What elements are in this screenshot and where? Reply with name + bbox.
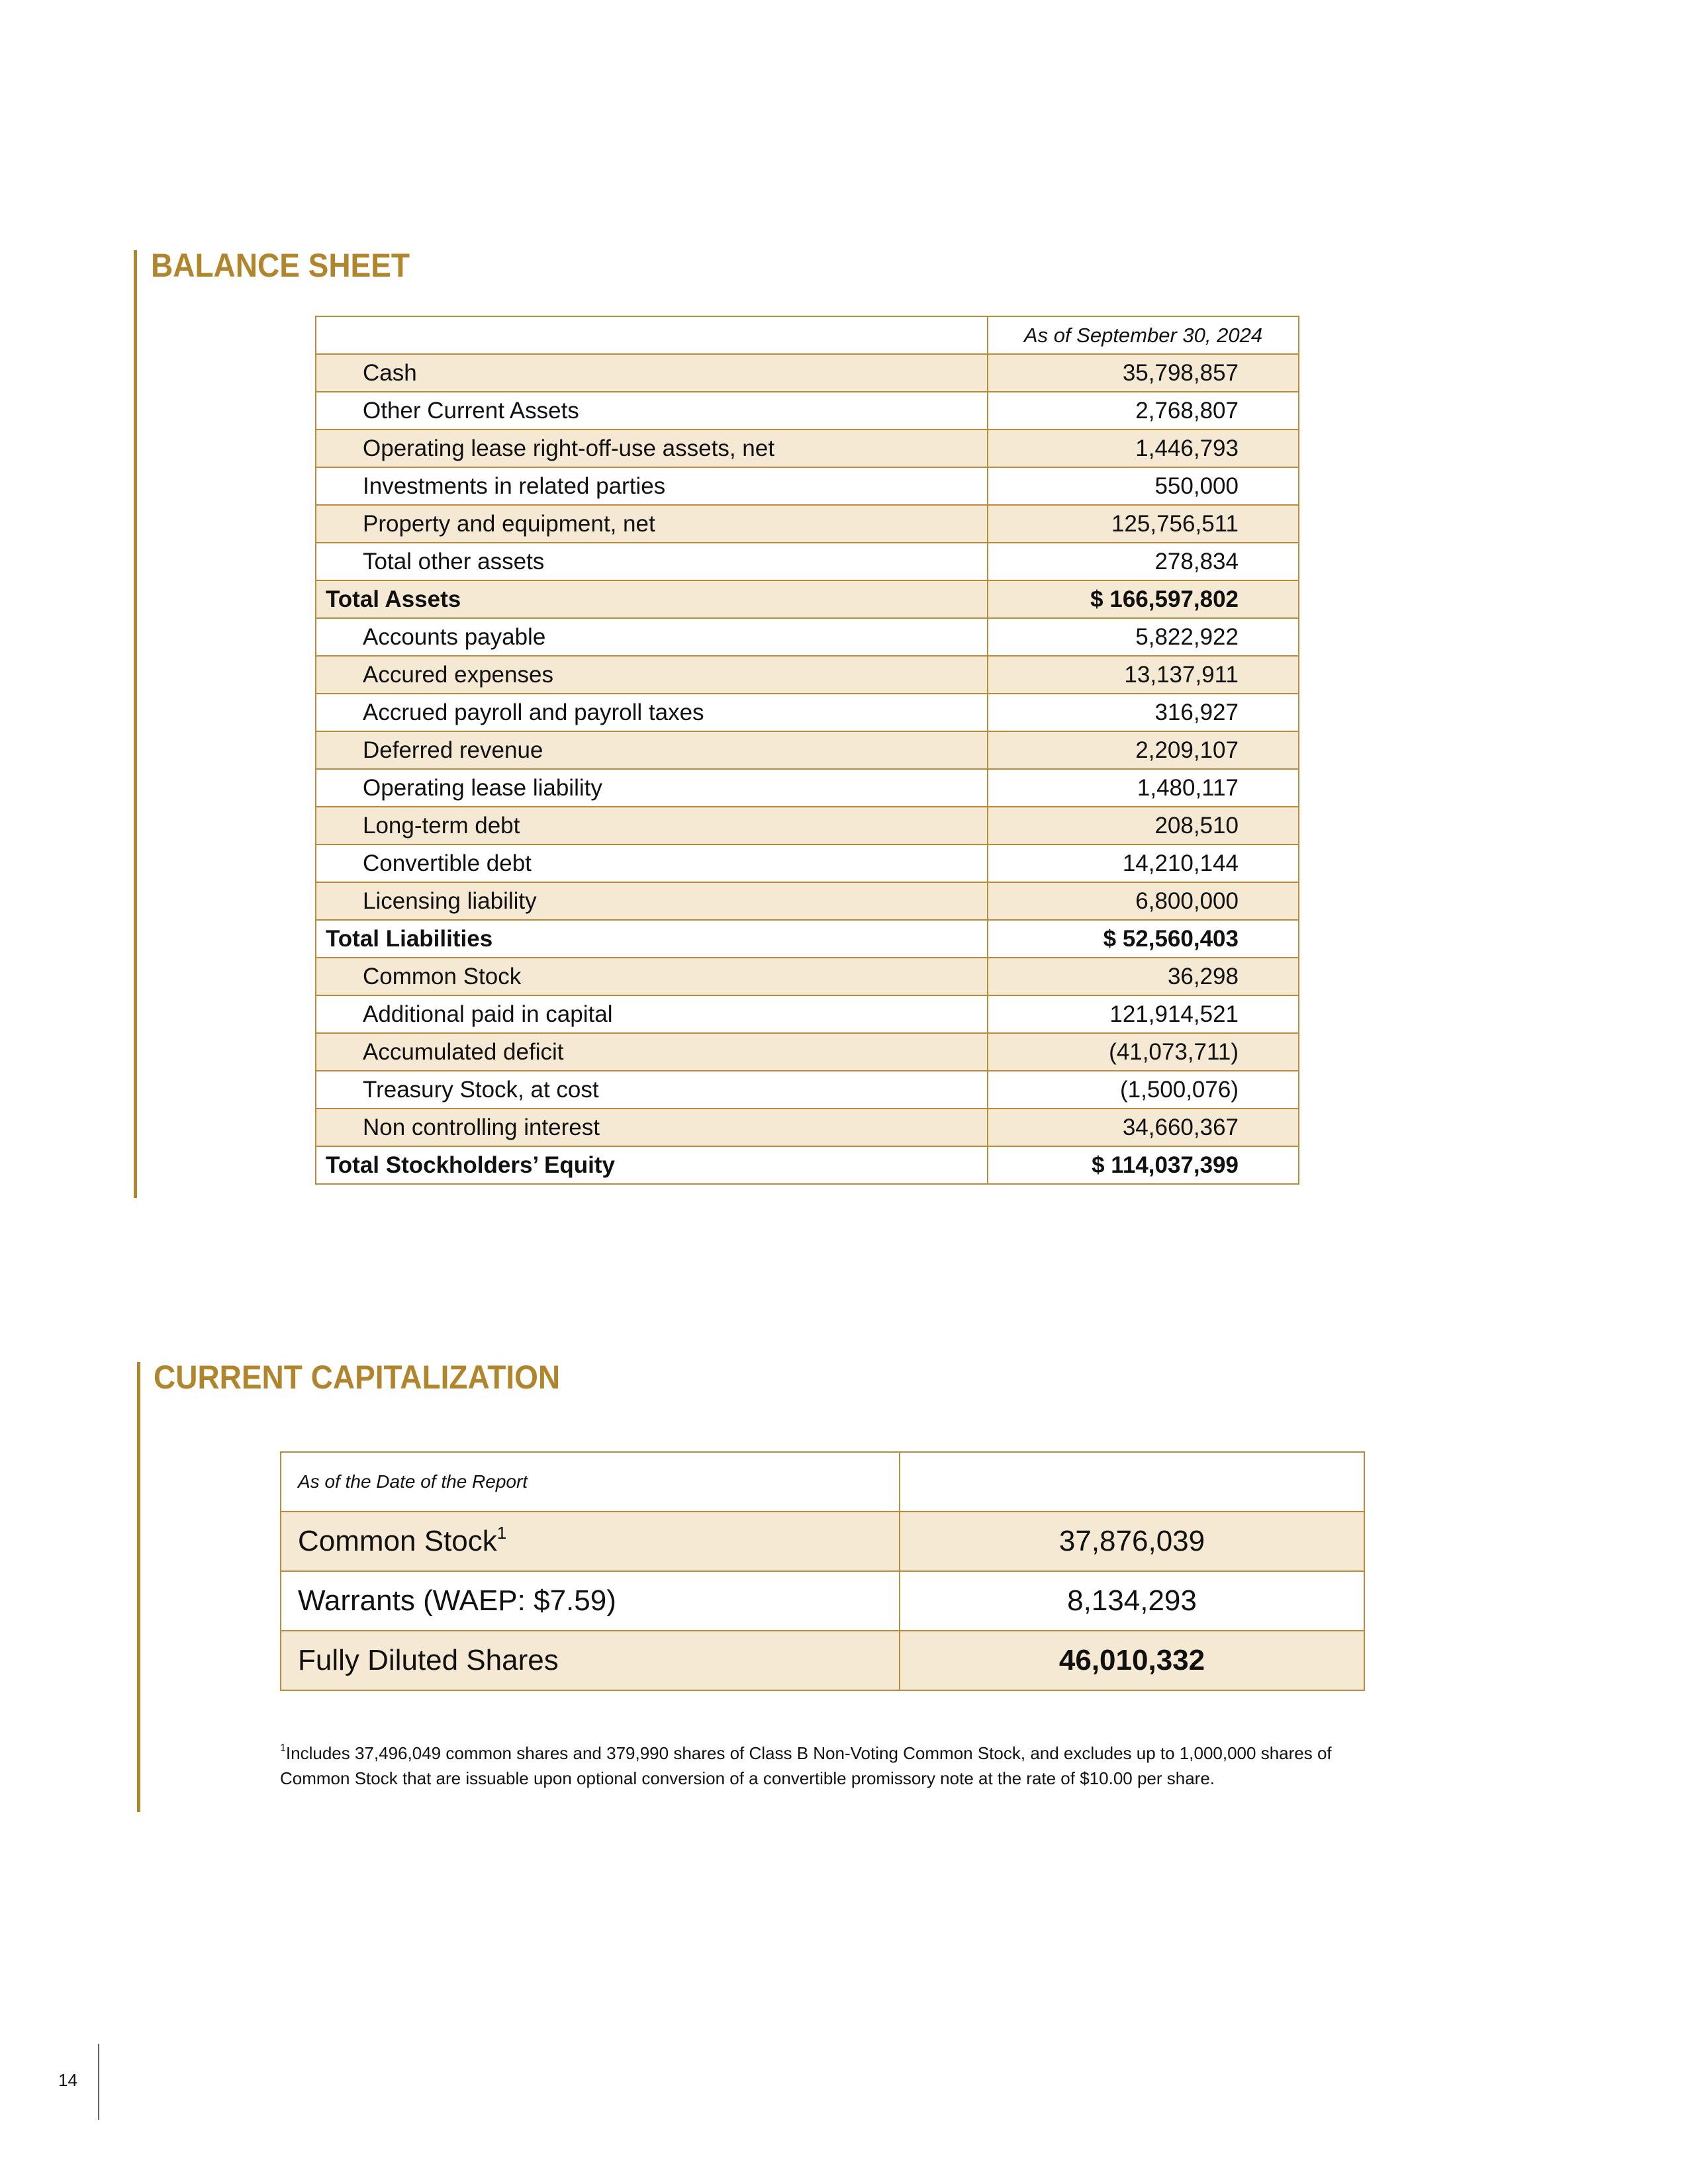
table-row [281, 1571, 1364, 1631]
balance-sheet-table [315, 316, 1299, 1185]
row-value: 35,798,857 [988, 354, 1299, 392]
row-value: 208,510 [988, 807, 1299, 844]
common-stock-label: Common Stock [298, 1525, 497, 1557]
balance-sheet-title: BALANCE SHEET [151, 247, 410, 284]
table-header-row [281, 1452, 1364, 1512]
table-row [316, 392, 1299, 430]
row-label: Deferred revenue [316, 731, 988, 769]
table-row [316, 807, 1299, 844]
header-blank-cell [900, 1452, 1364, 1512]
row-label: Operating lease liability [316, 769, 988, 807]
row-value: 37,876,039 [900, 1512, 1364, 1571]
fully-diluted-value: 46,010,332 [900, 1631, 1364, 1690]
capitalization-footnote [280, 1741, 1372, 1791]
row-value: 2,768,807 [988, 392, 1299, 430]
row-value: 6,800,000 [988, 882, 1299, 920]
row-value: 13,137,911 [988, 656, 1299, 694]
row-value: 278,834 [988, 543, 1299, 580]
row-label: Investments in related parties [316, 467, 988, 505]
table-row [316, 1109, 1299, 1146]
total-equity-value: $ 114,037,399 [988, 1146, 1299, 1184]
total-assets-row [316, 580, 1299, 618]
row-value: 316,927 [988, 694, 1299, 731]
row-value: (41,073,711) [988, 1033, 1299, 1071]
row-value: 121,914,521 [988, 995, 1299, 1033]
balance-sheet-accent-bar [134, 250, 137, 1198]
table-row [316, 882, 1299, 920]
row-value: 14,210,144 [988, 844, 1299, 882]
total-liabilities-row [316, 920, 1299, 958]
row-label: Accured expenses [316, 656, 988, 694]
row-label: Other Current Assets [316, 392, 988, 430]
table-header-row [316, 316, 1299, 354]
header-blank-cell [316, 316, 988, 354]
footnote-marker: 1 [496, 1523, 507, 1543]
capitalization-column-header: As of the Date of the Report [281, 1452, 900, 1512]
row-label: Licensing liability [316, 882, 988, 920]
capitalization-title: CURRENT CAPITALIZATION [154, 1359, 561, 1396]
row-label: Long-term debt [316, 807, 988, 844]
total-assets-label: Total Assets [316, 580, 988, 618]
row-value: 8,134,293 [900, 1571, 1364, 1631]
table-row [316, 1071, 1299, 1109]
table-row [316, 958, 1299, 995]
total-liabilities-label: Total Liabilities [316, 920, 988, 958]
balance-sheet-column-header: As of September 30, 2024 [988, 316, 1299, 354]
row-label: Accounts payable [316, 618, 988, 656]
row-value: 2,209,107 [988, 731, 1299, 769]
row-label: Accrued payroll and payroll taxes [316, 694, 988, 731]
row-label: Additional paid in capital [316, 995, 988, 1033]
row-label: Property and equipment, net [316, 505, 988, 543]
page-number-divider [98, 2044, 99, 2120]
row-label: Fully Diluted Shares [281, 1631, 900, 1690]
row-label: Total other assets [316, 543, 988, 580]
row-value: 34,660,367 [988, 1109, 1299, 1146]
row-value: 1,446,793 [988, 430, 1299, 467]
footnote-marker: 1 [280, 1743, 286, 1754]
row-label: Convertible debt [316, 844, 988, 882]
fully-diluted-row [281, 1631, 1364, 1690]
row-label: Non controlling interest [316, 1109, 988, 1146]
table-row [316, 1033, 1299, 1071]
total-equity-row [316, 1146, 1299, 1184]
total-liabilities-value: $ 52,560,403 [988, 920, 1299, 958]
table-row [316, 769, 1299, 807]
table-row [316, 844, 1299, 882]
table-row [316, 731, 1299, 769]
table-row [316, 694, 1299, 731]
row-label: Common Stock [316, 958, 988, 995]
row-value: (1,500,076) [988, 1071, 1299, 1109]
row-label: Treasury Stock, at cost [316, 1071, 988, 1109]
table-row [316, 505, 1299, 543]
total-equity-label: Total Stockholders’ Equity [316, 1146, 988, 1184]
row-label: Operating lease right-off-use assets, net [316, 430, 988, 467]
table-row [316, 656, 1299, 694]
page-number: 14 [58, 2070, 77, 2090]
row-label: Accumulated deficit [316, 1033, 988, 1071]
row-value: 36,298 [988, 958, 1299, 995]
total-assets-value: $ 166,597,802 [988, 580, 1299, 618]
table-row [316, 467, 1299, 505]
table-row [281, 1512, 1364, 1571]
row-value: 1,480,117 [988, 769, 1299, 807]
row-value: 5,822,922 [988, 618, 1299, 656]
footnote-text: Includes 37,496,049 common shares and 379,990 shares of Class B Non-Voting Common Stock, and excludes up to 1,000,000 shares of Common Stock that are issuable upon optional conversion of a convertible promissory note at the rate of $10.00 per share. [280, 1743, 1332, 1788]
table-row [316, 618, 1299, 656]
table-row [316, 995, 1299, 1033]
row-label: Cash [316, 354, 988, 392]
row-value: 550,000 [988, 467, 1299, 505]
capitalization-table [280, 1451, 1365, 1691]
table-row [316, 543, 1299, 580]
row-value: 125,756,511 [988, 505, 1299, 543]
table-row [316, 354, 1299, 392]
row-label: Warrants (WAEP: $7.59) [281, 1571, 900, 1631]
row-label [281, 1512, 900, 1571]
capitalization-accent-bar [137, 1362, 140, 1812]
table-row [316, 430, 1299, 467]
